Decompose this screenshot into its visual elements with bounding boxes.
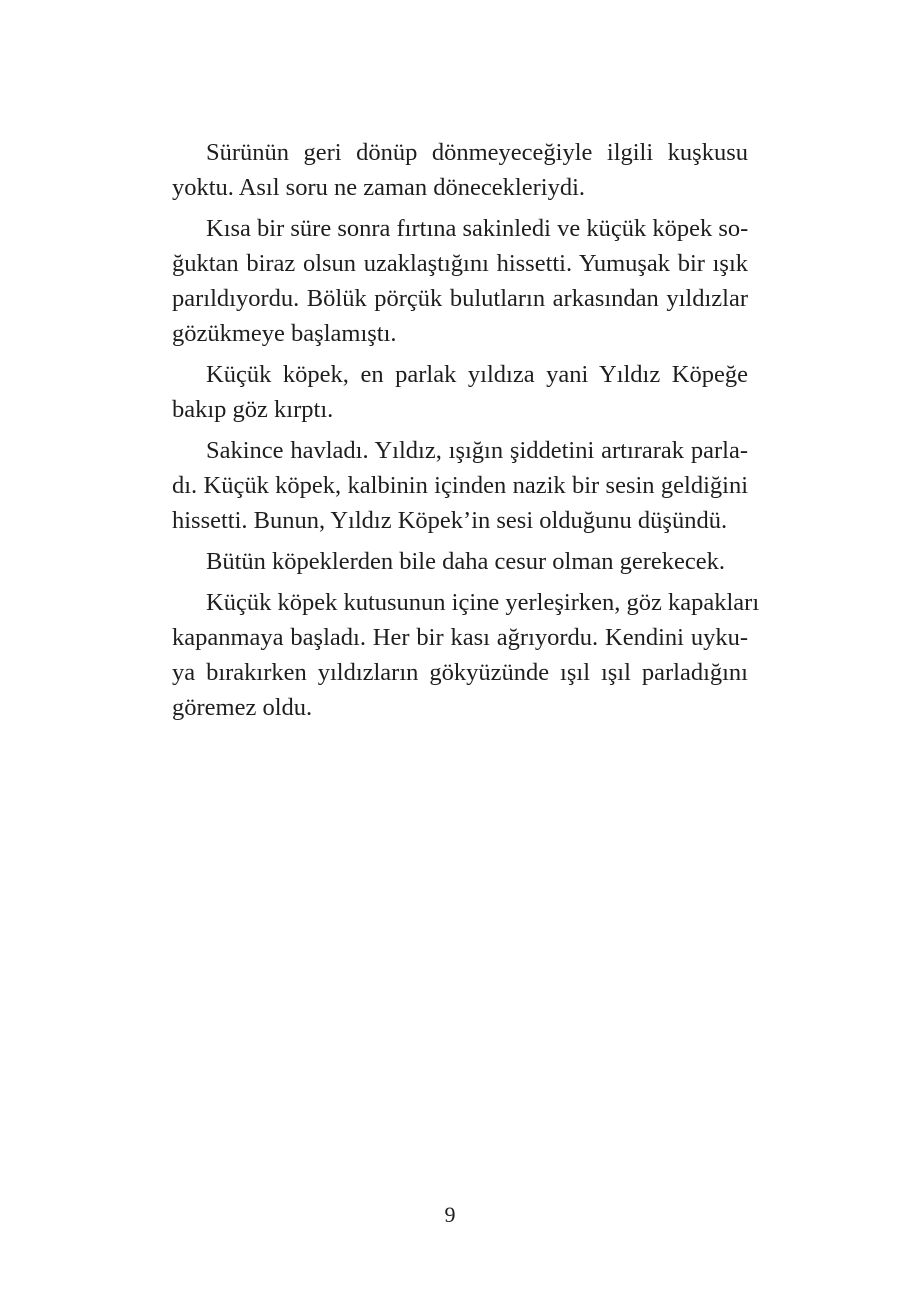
paragraph [172,211,748,351]
text-line: dı. Küçük köpek, kalbinin içinden nazik bir sesin geldiğini [172,472,748,499]
page-number: 9 [444,1202,456,1227]
text-line: ya bırakırken yıldızların gökyüzünde ışıl ışıl parladığını [172,659,748,686]
paragraph [172,433,748,538]
text-line: hissetti. Bunun, Yıldız Köpek’in sesi olduğunu düşündü. [172,507,728,534]
text-line: Kısa bir süre sonra fırtına sakinledi ve küçük köpek so- [206,215,749,242]
paragraph [172,357,748,427]
body-text [172,135,760,725]
text-line: gözükmeye başlamıştı. [172,320,397,347]
text-line: bakıp göz kırptı. [172,396,334,423]
text-line: Sürünün geri dönüp dönmeyeceğiyle ilgili kuşkusu [206,139,748,166]
text-line: Sakince havladı. Yıldız, ışığın şiddetini artırarak parla- [206,437,748,464]
text-line: Bütün köpeklerden bile daha cesur olman gerekecek. [206,548,726,575]
paragraph [172,544,748,579]
text-line: Küçük köpek kutusunun içine yerleşirken, göz kapakları [206,589,760,616]
text-line: yoktu. Asıl soru ne zaman dönecekleriydi. [172,174,585,201]
text-line: ğuktan biraz olsun uzaklaştığını hissetti. Yumuşak bir ışık [172,250,748,277]
text-line: göremez oldu. [172,694,313,721]
text-line: Küçük köpek, en parlak yıldıza yani Yıldız Köpeğe [206,361,748,388]
text-line: parıldıyordu. Bölük pörçük bulutların arkasından yıldızlar [172,285,748,312]
paragraph [172,585,760,725]
paragraph [172,135,748,205]
text-line: kapanmaya başladı. Her bir kası ağrıyordu. Kendini uyku- [172,624,748,651]
